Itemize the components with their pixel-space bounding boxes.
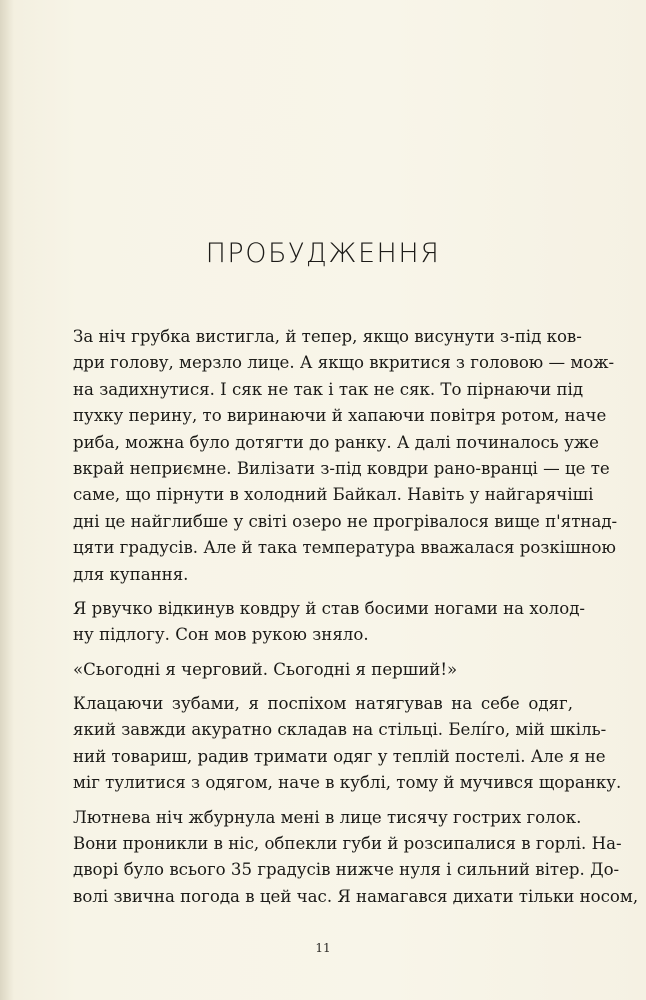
paragraph-gap (73, 649, 573, 657)
paragraph-gap (73, 797, 573, 805)
paragraph-gap (73, 588, 573, 596)
page-number: 11 (315, 941, 331, 955)
text-line: цяти градусів. Але й така температура вважалася розкішною (73, 538, 616, 558)
text-line: ний товариш, радив тримати одяг у теплій постелі. Але я не (73, 746, 606, 766)
text-line: вкрай неприємне. Вилізати з-під ковдри рано-вранці — це те (73, 458, 610, 478)
text-line: для купання. (73, 564, 189, 584)
text-line: «Сьогодні я черговий. Сьогодні я перший!» (73, 659, 458, 679)
text-line: дворі було всього 35 градусів нижче нуля і сильний вітер. До- (73, 860, 620, 880)
text-line: Лютнева ніч жбурнула мені в лице тисячу гострих голок. (73, 807, 582, 827)
text-line: За ніч грубка вистигла, й тепер, якщо висунути з-під ков- (73, 327, 582, 346)
text-line: дні це найглибше у світі озеро не прогрівалося вище п'ятнад- (73, 511, 618, 531)
text-line: пухку перину, то виринаючи й хапаючи повітря ротом, наче (73, 406, 607, 426)
chapter-title: ПРОБУДЖЕННЯ (205, 238, 441, 269)
text-line: міг тулитися з одягом, наче в кублі, тому й мучився щоранку. (73, 773, 622, 793)
text-line: на задихнутися. І сяк не так і так не сяк. То пірнаючи під (73, 379, 584, 399)
paragraph-gap (73, 683, 573, 691)
body-text (73, 324, 639, 910)
text-line: дри голову, мерзло лице. А якщо вкритися з головою — мож- (73, 353, 615, 373)
text-line: ну підлогу. Сон мов рукою зняло. (73, 625, 369, 645)
text-line: саме, що пірнути в холодний Байкал. Навіть у найгарячіші (73, 485, 594, 505)
spine-shadow (0, 0, 14, 1000)
text-line: Вони проникли в ніс, обпекли губи й розсипалися в горлі. На- (73, 834, 622, 854)
text-line: риба, можна було дотягти до ранку. А далі починалось уже (73, 432, 599, 452)
text-line: Я рвучко відкинув ковдру й став босими ногами на холод- (73, 598, 586, 618)
text-line: який завжди акуратно складав на стільці. Белі́го, мій шкіль- (73, 720, 607, 740)
text-line: волі звична погода в цей час. Я намагався дихати тільки носом, (73, 886, 639, 906)
text-line: Клацаючи зубами, я поспіхом натягував на себе одяг, (73, 694, 573, 714)
